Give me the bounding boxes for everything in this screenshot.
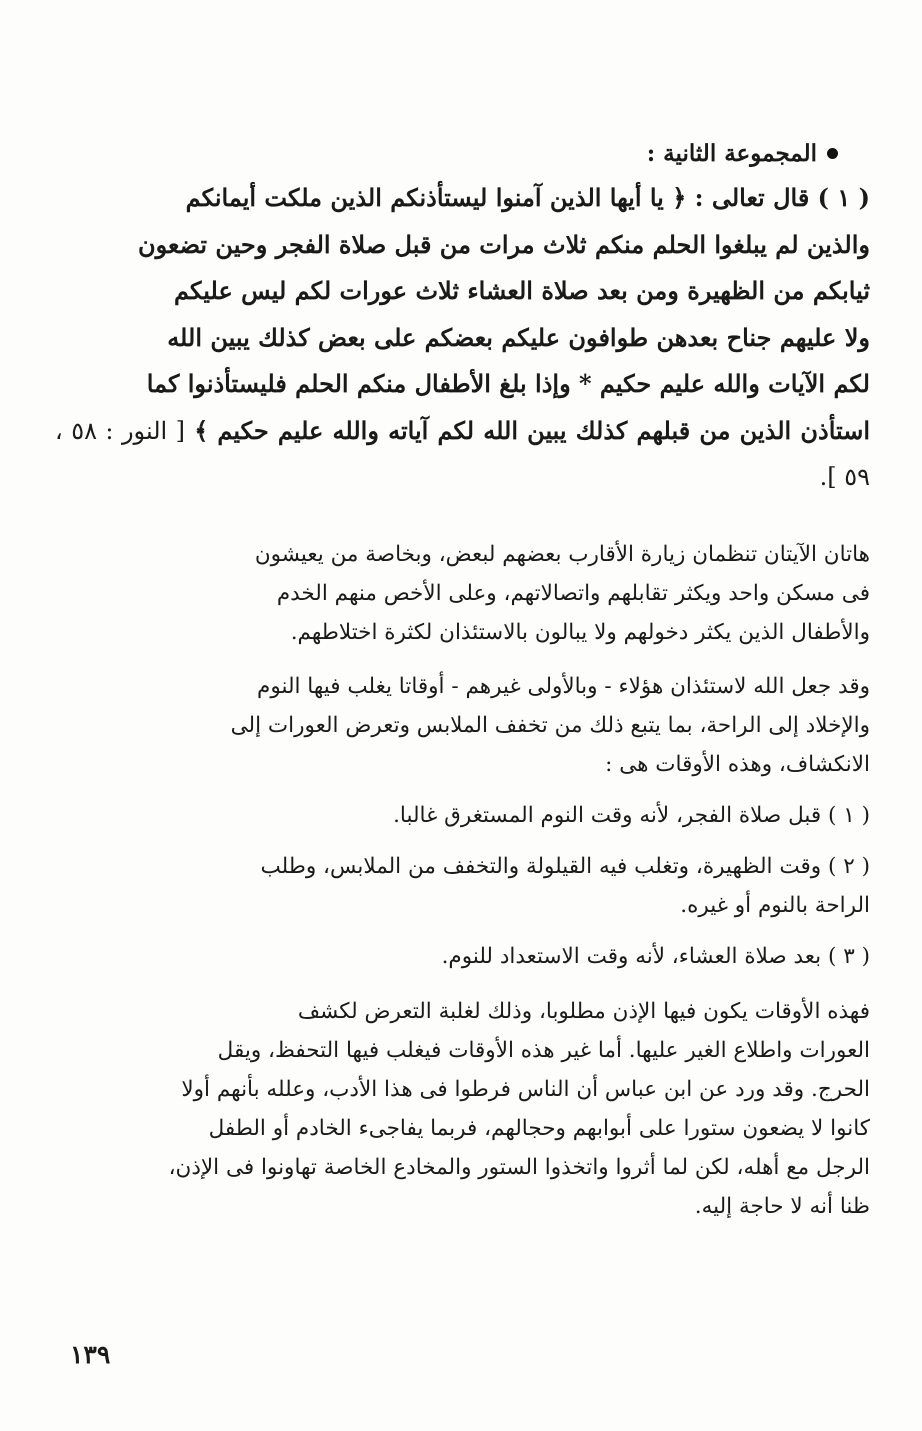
- section-heading-text: المجموعة الثانية :: [646, 140, 817, 167]
- paragraph-intro: هاتان الآيتان تنظمان زيارة الأقارب بعضهم لبعض، وبخاصة من يعيشون فى مسكن واحد ويكثر تقابلهم واتصالاتهم، وعلى الأخص منهم الخدم والأطفال الذين يكثر دخولهم ولا يبالون بالاستئذان لكثرة اختلاطهم.: [254, 541, 870, 645]
- page-number: ١٣٩: [70, 1340, 111, 1369]
- paragraph-times: وقد جعل الله لاستئذان هؤلاء - وبالأولى غيرهم - أوقاتا يغلب فيها النوم والإخلاد إلى الراحة، بما يتبع ذلك من تخفف الملابس وتعرض العورات إلى الانكشاف، وهذه الأوقات هى :: [230, 673, 870, 777]
- quran-verse-text: ( ١ ) قال تعالى : ﴿ يا أيها الذين آمنوا ليستأذنكم الذين ملكت أيمانكم والذين لم يبلغوا الحلم منكم ثلاث مرات من قبل صلاة الفجر وحين تضعون ثيابكم من الظهيرة ومن بعد صلاة العشاء ثلاث عورات لكم ليس عليكم ولا عليهم جناح بعدهن طوافون عليكم بعضكم على بعض كذلك يبين الله لكم الآيات والله عليم حكيم * وإذا بلغ الأطفال منكم الحلم فليستأذنوا كما استأذن الذين من قبلهم كذلك يبين الله لكم آياته والله عليم حكيم ﴾: [137, 183, 871, 445]
- section-heading: [55, 140, 870, 167]
- list-item-fajr: ( ١ ) قبل صلاة الفجر، لأنه وقت النوم المستغرق غالبا.: [393, 802, 870, 828]
- verse-reference: [ النور : ٥٨ ، ٥٩ ].: [55, 416, 870, 491]
- bullet-icon: [827, 148, 838, 159]
- quran-verse-block: [55, 175, 870, 501]
- list-item-isha: ( ٣ ) بعد صلاة العشاء، لأنه وقت الاستعداد للنوم.: [441, 943, 870, 969]
- list-item-noon: ( ٢ ) وقت الظهيرة، وتغلب فيه القيلولة والتخفف من الملابس، وطلب الراحة بالنوم أو غيره.: [260, 853, 870, 918]
- paragraph-conclusion: فهذه الأوقات يكون فيها الإذن مطلوبا، وذلك لغلبة التعرض لكشف العورات واطلاع الغير عليها. أما غير هذه الأوقات فيغلب فيها التحفظ، ويقل الحرج. وقد ورد عن ابن عباس أن الناس فرطوا فى هذا الأدب، وعلله بأنهم أولا كانوا لا يضعون ستورا على أبوابهم وحجالهم، فربما يفاجىء الخادم أو الطفل الرجل مع أهله، لكن لما أثروا واتخذوا الستور والمخادع الخاصة تهاونوا فى الإذن، ظنا أنه لا حاجة إليه.: [168, 998, 870, 1219]
